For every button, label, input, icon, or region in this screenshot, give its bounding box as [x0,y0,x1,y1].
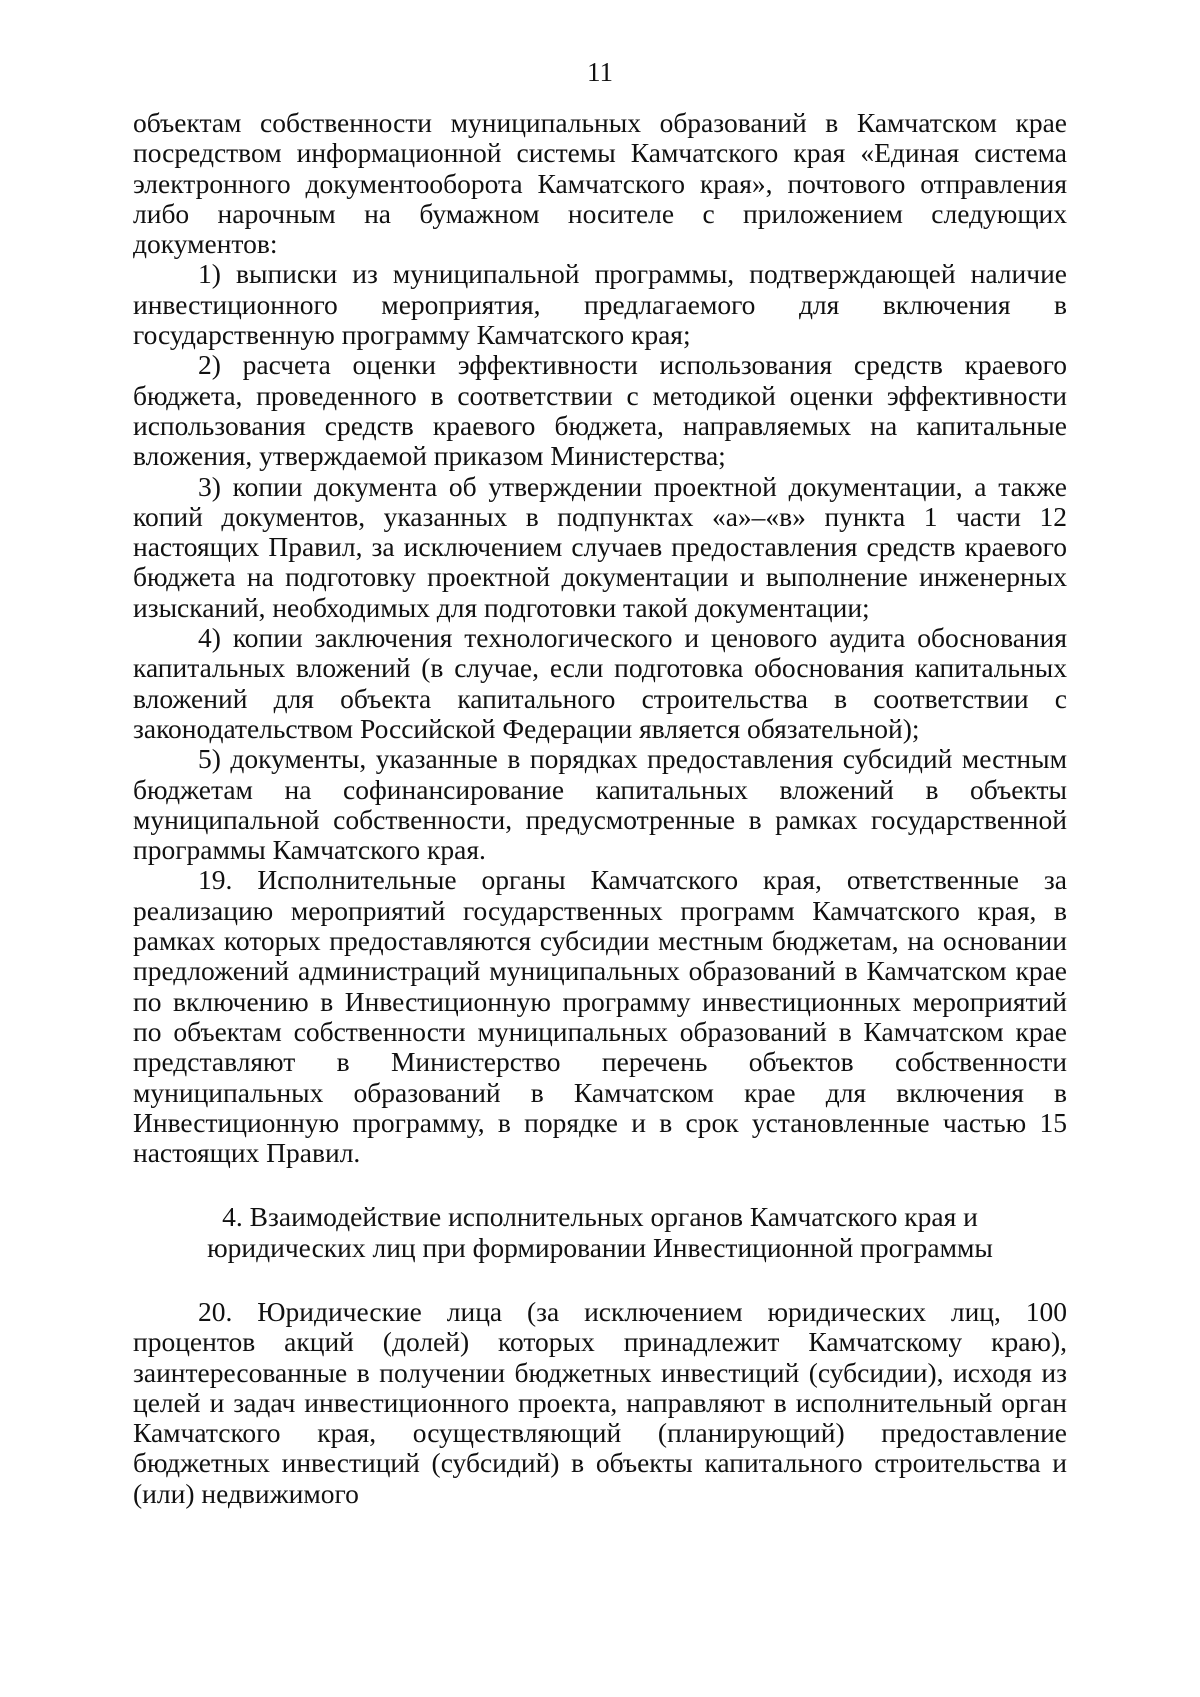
list-item-4: 4) копии заключения технологического и ценового аудита обоснования капитальных вложений (в случае, если подготовка обоснования капитальных вложений для объекта капитального строительства в соответствии с законодательством Российской Федерации является обязательной); [133,622,1067,744]
list-item-1: 1) выписки из муниципальной программы, подтверждающей наличие инвестиционного мероприятия, предлагаемого для включения в государственную программу Камчатского края; [133,258,1067,351]
document-body [133,108,1067,1509]
list-item-2: 2) расчета оценки эффективности использования средств краевого бюджета, проведенного в соответствии с методикой оценки эффективности использования средств краевого бюджета, направляемых на капитальные вложения, утверждаемой приказом Министерства; [133,349,1067,472]
clause-20: 20. Юридические лица (за исключением юридических лиц, 100 процентов акций (долей) которых принадлежит Камчатскому краю), заинтересованные в получении бюджетных инвестиций (субсидии), исходя из целей и задач инвестиционного проекта, направляют в исполнительный орган Камчатского края, осуществляющий (планирующий) предоставление бюджетных инвестиций (субсидий) в объекты капитального строительства и (или) недвижимого [133,1295,1067,1509]
list-item-3: 3) копии документа об утверждении проектной документации, а также копий документов, указанных в подпунктах «а»–«в» пункта 1 части 12 настоящих Правил, за исключением случаев предоставления средств краевого бюджета на подготовку проектной документации и выполнение инженерных изысканий, необходимых для подготовки такой документации; [133,470,1067,623]
clause-19: 19. Исполнительные органы Камчатского края, ответственные за реализацию мероприятий государственных программ Камчатского края, в рамках которых предоставляются субсидии местным бюджетам, на основании предложений администраций муниципальных образований в Камчатском крае по включению в Инвестиционную программу инвестиционных мероприятий по объектам собственности муниципальных образований в Камчатском крае представляют в Министерство перечень объектов собственности муниципальных образований в Камчатском крае для включения в Инвестиционную программу, в порядке и в срок установленные частью 15 настоящих Правил. [133,864,1067,1169]
section-heading: 4. Взаимодействие исполнительных органов Камчатского края и юридических лиц при формировании Инвестиционной программы [207,1201,993,1263]
paragraph-continuation: объектам собственности муниципальных образований в Камчатском крае посредством информационной системы Камчатского края «Единая система электронного документооборота Камчатского края», почтового отправления либо нарочным на бумажном носителе с приложением следующих документов: [133,107,1067,260]
list-item-5: 5) документы, указанные в порядках предоставления субсидий местным бюджетам на софинансирование капитальных вложений в объекты муниципальной собственности, предусмотренные в рамках государственной программы Камчатского края. [133,743,1067,866]
page-number: 11 [587,57,613,87]
